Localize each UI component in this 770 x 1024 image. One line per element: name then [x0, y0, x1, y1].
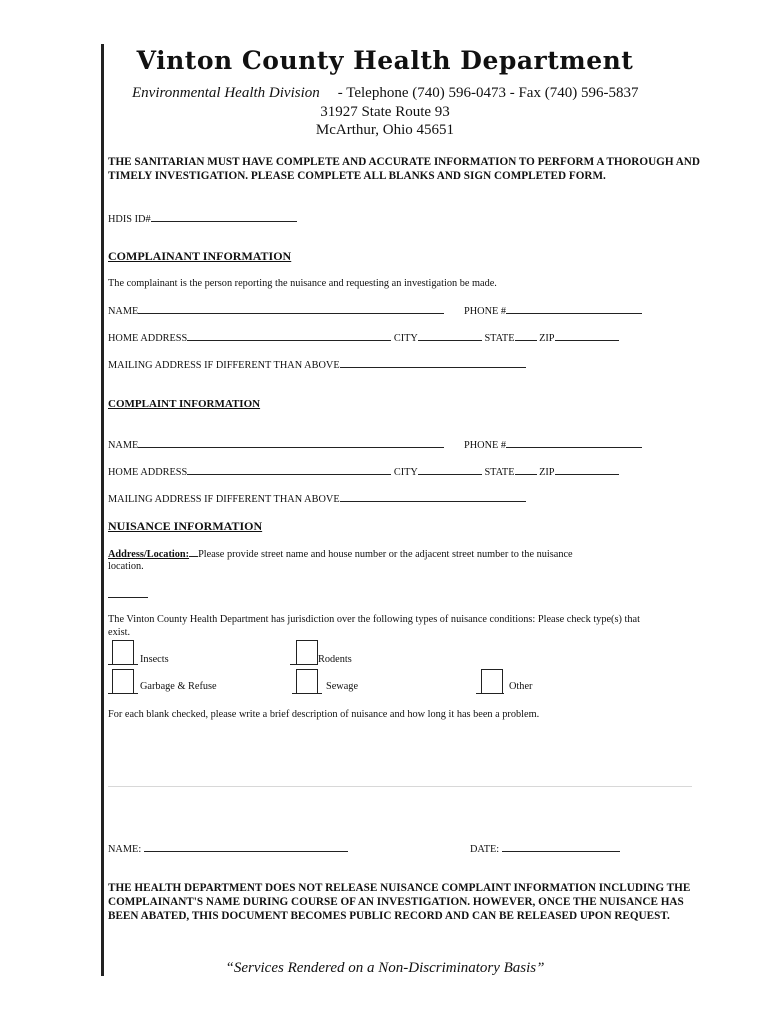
complainant-home-address-label: HOME ADDRESS [108, 333, 188, 344]
address-location-label: Address/Location: [108, 549, 190, 560]
complaint-address-row [108, 465, 619, 478]
complainant-name-row [108, 304, 444, 317]
complainant-zip-label: ZIP [539, 333, 555, 344]
sewage-label: Sewage [326, 681, 359, 692]
address-location-field[interactable] [108, 597, 148, 598]
complaint-city-field[interactable] [418, 465, 482, 475]
other-label: Other [509, 681, 533, 692]
complaint-phone-field[interactable] [506, 438, 642, 448]
jurisdiction-text: The Vinton County Health Department has jurisdiction over the following types of nuisance conditions: Please check type(s) that [108, 614, 640, 625]
insects-line [108, 664, 138, 665]
complaint-zip-label: ZIP [539, 467, 555, 478]
signature-date-label: DATE: [470, 844, 500, 855]
hdis-field[interactable] [151, 212, 297, 222]
footer-tagline: “Services Rendered on a Non-Discriminatory Basis” [225, 960, 545, 976]
hdis-row [108, 212, 297, 225]
city-address: McArthur, Ohio 45651 [315, 122, 455, 138]
rodents-label: Rodents [318, 654, 352, 665]
complainant-phone-label: PHONE # [464, 306, 507, 317]
complainant-phone-row [464, 304, 642, 317]
contact-numbers: - Telephone (740) 596-0473 - Fax (740) 596-5837 [337, 85, 639, 101]
complainant-address-row [108, 331, 619, 344]
describe-instructions: For each blank checked, please write a brief description of nuisance and how long it has been a problem. [108, 709, 540, 720]
complaint-phone-row [464, 438, 642, 451]
complainant-name-field[interactable] [138, 304, 444, 314]
signature-name-row [108, 842, 348, 855]
sewage-line [292, 693, 322, 694]
complaint-zip-field[interactable] [555, 465, 619, 475]
release-notice: THE HEALTH DEPARTMENT DOES NOT RELEASE NUISANCE COMPLAINT INFORMATION INCLUDING THE COMPLAINANT'S NAME DURING COURSE OF AN INVESTIGATION. HOWEVER, ONCE THE NUISANCE HAS BEEN ABATED, THIS DOCUMENT BECOMES PUBLIC RECORD AND CAN BE RELEASED UPON REQUEST. [108, 882, 691, 922]
other-line [476, 693, 504, 694]
complainant-description: The complainant is the person reporting the nuisance and requesting an investigation be made. [108, 278, 497, 289]
complainant-city-label: CITY [393, 333, 418, 344]
complaint-mailing-field[interactable] [340, 492, 526, 502]
insects-checkbox[interactable] [112, 640, 134, 665]
complainant-state-field[interactable] [515, 331, 537, 341]
complaint-mailing-label: MAILING ADDRESS IF DIFFERENT THAN ABOVE [108, 494, 340, 505]
garbage-checkbox[interactable] [112, 669, 134, 694]
complaint-name-row [108, 438, 444, 451]
jurisdiction-text-cont: exist. [108, 627, 131, 638]
complainant-name-label: NAME [108, 306, 139, 317]
rodents-line [290, 664, 318, 665]
complaint-name-field[interactable] [138, 438, 444, 448]
complaint-home-address-field[interactable] [187, 465, 391, 475]
complainant-mailing-label: MAILING ADDRESS IF DIFFERENT THAN ABOVE [108, 360, 340, 371]
complainant-mailing-row [108, 358, 526, 371]
hdis-label: HDIS ID# [108, 214, 151, 225]
page-title: Vinton County Health Department [136, 46, 634, 75]
insects-label: Insects [140, 654, 169, 665]
complaint-mailing-row [108, 492, 526, 505]
complaint-state-field[interactable] [515, 465, 537, 475]
sewage-checkbox[interactable] [296, 669, 318, 694]
description-area-divider [108, 786, 692, 787]
signature-name-label: NAME: [108, 844, 142, 855]
complainant-home-address-field[interactable] [187, 331, 391, 341]
complaint-state-label: STATE [484, 467, 515, 478]
complainant-city-field[interactable] [418, 331, 482, 341]
division-name: Environmental Health Division [132, 85, 320, 101]
complaint-heading: COMPLAINT INFORMATION [108, 398, 261, 410]
address-location-instructions-cont: location. [108, 561, 144, 572]
complaint-home-address-label: HOME ADDRESS [108, 467, 188, 478]
complaint-name-label: NAME [108, 440, 139, 451]
left-margin-rule [101, 44, 104, 976]
complainant-heading: COMPLAINANT INFORMATION [108, 249, 292, 263]
other-checkbox[interactable] [481, 669, 503, 694]
complaint-city-label: CITY [393, 467, 418, 478]
street-address: 31927 State Route 93 [320, 104, 450, 120]
signature-date-field[interactable] [502, 842, 620, 852]
nuisance-heading: NUISANCE INFORMATION [108, 519, 263, 533]
complainant-mailing-field[interactable] [340, 358, 526, 368]
complainant-state-label: STATE [484, 333, 515, 344]
address-location-gap [189, 547, 198, 557]
intro-notice: THE SANITARIAN MUST HAVE COMPLETE AND ACCURATE INFORMATION TO PERFORM A THOROUGH AND TIMELY INVESTIGATION. PLEASE COMPLETE ALL BLANKS AND SIGN COMPLETED FORM. [108, 156, 700, 182]
address-location-instructions: Please provide street name and house number or the adjacent street number to the nuisance [198, 549, 573, 560]
complainant-zip-field[interactable] [555, 331, 619, 341]
signature-date-row [470, 842, 620, 855]
division-line [132, 85, 638, 102]
complainant-phone-field[interactable] [506, 304, 642, 314]
signature-name-field[interactable] [144, 842, 348, 852]
complaint-phone-label: PHONE # [464, 440, 507, 451]
garbage-label: Garbage & Refuse [140, 681, 217, 692]
address-location-row [108, 547, 573, 560]
garbage-line [108, 693, 138, 694]
rodents-checkbox[interactable] [296, 640, 318, 665]
